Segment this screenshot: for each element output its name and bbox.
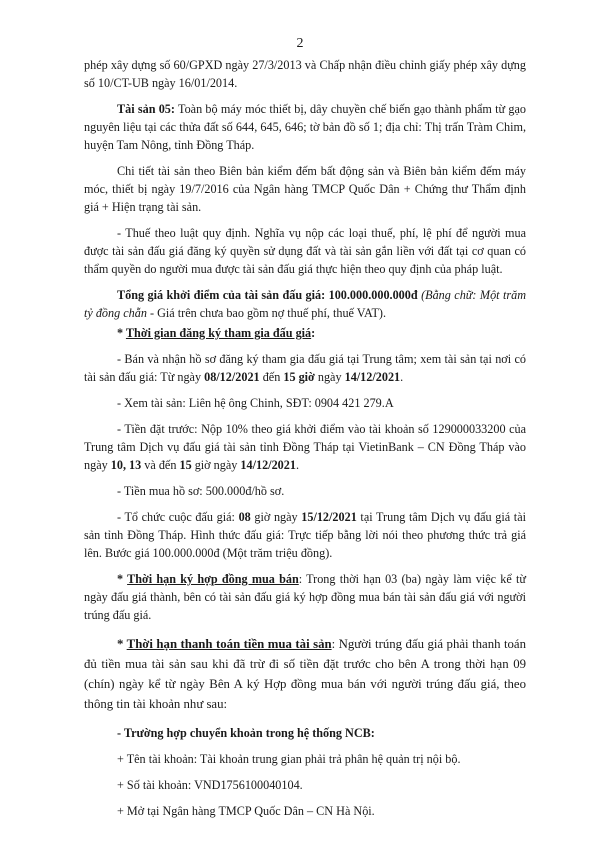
payment-paragraph: * Thời hạn thanh toán tiền mua tài sản: Người trúng đấu giá phải thanh toán đủ tiền mua tài sản sau khi đã trừ đi số tiền đặt trước cho bên A trong thời hạn 09 (chín) ngày kể từ ngày Bên A ký Hợp đồng mua bán với người trúng đấu giá, theo thông tin tài khoản như sau: — [84, 637, 527, 711]
account-name-line: + Tên tài khoản: Tài khoản trung gian phải trả phân hệ quản trị nội bộ. — [117, 752, 461, 766]
total-price-label: Tổng giá khởi điểm của tài sản đấu giá: 100.000.000.000đ — [117, 288, 418, 302]
contract-heading: Thời hạn ký hợp đồng mua bán — [127, 572, 299, 586]
view-asset-paragraph: - Xem tài sản: Liên hệ ông Chinh, SĐT: 0904 421 279.A — [117, 396, 394, 410]
account-number-line: + Số tài khoản: VND1756100040104. — [117, 778, 303, 792]
total-price-paragraph — [84, 286, 526, 322]
account-bank-line: + Mở tại Ngân hàng TMCP Quốc Dân – CN Hà Nội. — [117, 804, 375, 818]
asset-05-paragraph — [84, 100, 526, 154]
sale-paragraph: - Bán và nhận hồ sơ đăng ký tham gia đấu giá tại Trung tâm; xem tài sản tại nơi có tài sản đấu giá: Từ ngày 08/12/2021 đến 15 giờ ngày 14/12/2021. — [84, 352, 526, 384]
asset-05-label: Tài sản 05: — [117, 102, 175, 116]
auction-paragraph: - Tổ chức cuộc đấu giá: 08 giờ ngày 15/12/2021 tại Trung tâm Dịch vụ đấu giá tài sản tỉnh Đồng Tháp. Hình thức đấu giá: Trực tiếp bằng lời nói theo phương thức trả giá lên. Bước giá 100.000.000đ (Một trăm triệu đồng). — [84, 510, 526, 560]
permit-paragraph: phép xây dựng số 60/GPXD ngày 27/3/2013 và Chấp nhận điều chỉnh giấy phép xây dựng số 10/CT-UB ngày 16/01/2014. — [84, 58, 526, 90]
deposit-paragraph: - Tiền đặt trước: Nộp 10% theo giá khởi điểm vào tài khoản số 129000033200 của Trung tâm Dịch vụ đấu giá tài sản tỉnh Đồng Tháp tại VietinBank – CN Đồng Tháp vào ngày 10, 13 và đến 15 giờ ngày 14/12/2021. — [84, 422, 526, 472]
tax-paragraph: - Thuế theo luật quy định. Nghĩa vụ nộp các loại thuế, phí, lệ phí để người mua được tài sản đấu giá đăng ký quyền sử dụng đất và tài sản gắn liền với đất tại cơ quan có thẩm quyền do người mua được tài sản đấu giá thực hiện theo quy định của pháp luật. — [84, 226, 526, 276]
total-price-note: - Giá trên chưa bao gồm nợ thuế phí, thuế VAT). — [146, 306, 387, 320]
asset-05-text: Toàn bộ máy móc thiết bị, dây chuyền chế biến gạo thành phẩm từ gạo nguyên liệu tại các thửa đất số 644, 645, 646; tờ bản đồ số 1; địa chỉ: Thị trấn Tràm Chim, huyện Tam Nông, tỉnh Đồng Tháp. — [84, 102, 526, 152]
ncb-transfer-heading: - Trường hợp chuyển khoản trong hệ thống NCB: — [117, 726, 375, 740]
payment-heading: Thời hạn thanh toán tiền mua tài sản — [126, 637, 332, 651]
asset-detail-paragraph: Chi tiết tài sản theo Biên bản kiểm đếm bất động sản và Biên bản kiểm đếm máy móc, thiết bị ngày 19/7/2016 của Ngân hàng TMCP Quốc Dân + Chứng thư Thẩm định giá + Hiện trạng tài sản. — [84, 164, 526, 214]
page-number: 2 — [296, 36, 304, 51]
contract-paragraph: * Thời hạn ký hợp đồng mua bán: Trong thời hạn 03 (ba) ngày làm việc kể từ ngày đấu giá thành, bên có tài sản đấu giá ký hợp đồng mua bán tài sản đấu giá với người trúng đấu giá. — [84, 572, 526, 622]
registration-time-title: Thời gian đăng ký tham gia đấu giá — [125, 326, 312, 340]
document-body — [84, 56, 526, 820]
registration-time-heading: * Thời gian đăng ký tham gia đấu giá: — [117, 326, 316, 340]
fee-paragraph: - Tiền mua hồ sơ: 500.000đ/hồ sơ. — [117, 484, 285, 498]
total-price-words: (Bằng chữ: Một trăm tỷ đồng chẵn — [84, 288, 526, 320]
